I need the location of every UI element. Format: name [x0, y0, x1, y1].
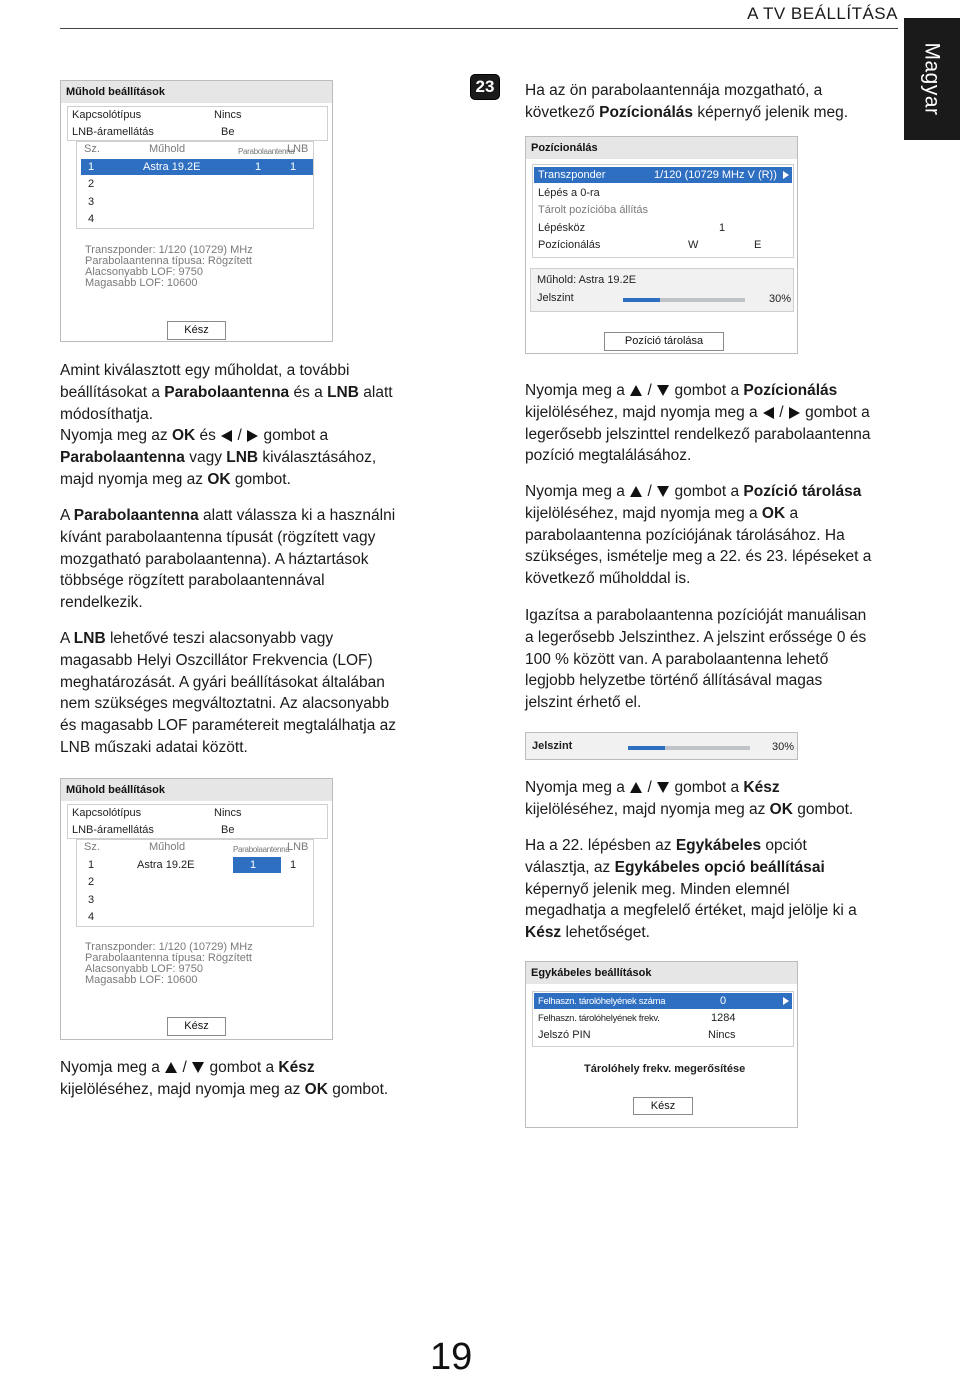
text-line: kívánt parabolaantenna típusát (rögzített vagy — [60, 528, 376, 546]
panel-title: Műhold beállítások — [61, 779, 332, 801]
text-line: mozgatható parabolaantenna). A háztartások — [60, 550, 369, 568]
switch-type-label[interactable]: Kapcsolótípus — [72, 109, 142, 121]
paragraph-positioning — [525, 380, 905, 467]
text-line: legjobb helyzetbe történő állításával magas — [525, 672, 823, 690]
triangle-up-icon — [165, 1062, 177, 1073]
panel-title: Műhold beállítások — [61, 81, 332, 103]
table-row-no[interactable]: 4 — [88, 213, 95, 225]
text-line: a legerősebb Jelszinthez. A jelszint erőssége 0 és — [525, 628, 867, 646]
table-row-no[interactable]: 2 — [88, 178, 95, 190]
table-header-no: Sz. — [84, 841, 100, 853]
signal-label: Jelszint — [537, 292, 574, 304]
text-line: megadhatja a megfelelő értéket, majd jelölje ki a — [525, 902, 857, 920]
text-line: legerősebb jelszinttel rendelkező parabolaantenna — [525, 425, 871, 443]
text-line: módosíthatja. — [60, 405, 154, 423]
lnb-power-label[interactable]: LNB-áramellátás — [72, 126, 154, 138]
language-tab — [904, 18, 960, 140]
language-tab-label: Magyar — [921, 42, 944, 116]
text-line: nem szükséges megváltoztatni. Az alacsonyabb — [60, 695, 390, 713]
text-line: kijelöléséhez, majd nyomja meg a OK a — [525, 504, 799, 522]
signal-bar-fill — [628, 746, 665, 750]
signal-label: Jelszint — [532, 740, 573, 752]
triangle-down-icon — [657, 782, 669, 793]
single-cable-panel — [525, 961, 798, 1128]
text-line: Amint kiválasztott egy műholdat, a további — [60, 362, 350, 379]
store-position-button[interactable]: Pozíció tárolása — [604, 332, 724, 351]
paragraph-dish — [60, 505, 460, 614]
signal-percent: 30% — [772, 741, 795, 753]
table-header-dish: Parabolaantenna — [233, 845, 290, 854]
paragraph-intro — [60, 360, 460, 491]
done-button[interactable]: Kész — [633, 1097, 693, 1115]
signal-bar-fill — [623, 298, 660, 302]
table-header-no: Sz. — [84, 143, 100, 155]
text-line: kijelöléséhez, majd nyomja meg az OK gombot. — [60, 1080, 389, 1098]
triangle-left-icon — [221, 430, 232, 442]
text-line: jelszint érhető el. — [525, 694, 642, 712]
page-number: 19 — [430, 1336, 473, 1378]
info-dish-type: Parabolaantenna típusa: Rögzített — [85, 952, 252, 964]
text-line: Kész lehetőséget. — [525, 924, 650, 942]
info-upper-lof: Magasabb LOF: 10600 — [85, 277, 198, 289]
table-row-no[interactable]: 3 — [88, 196, 95, 208]
lnb-power-value: Be — [221, 126, 235, 138]
slot-number-label: Felhaszn. tárolóhelyének száma — [538, 996, 666, 1007]
info-lower-lof: Alacsonyabb LOF: 9750 — [85, 266, 204, 278]
info-lower-lof: Alacsonyabb LOF: 9750 — [85, 963, 204, 975]
table-header-lnb: LNB — [287, 143, 309, 155]
right-arrow-icon — [783, 171, 789, 179]
triangle-right-icon — [789, 407, 800, 419]
pin-label[interactable]: Jelszó PIN — [538, 1029, 591, 1041]
table-row-satellite: Astra 19.2E — [143, 161, 201, 173]
table-row-dish: 1 — [250, 859, 257, 871]
text-line: Nyomja meg a / gombot a Pozíció tárolása — [525, 483, 862, 500]
pin-value: Nincs — [708, 1029, 736, 1041]
text-line: Parabolaantenna vagy LNB kiválasztásához, — [60, 449, 377, 467]
info-transponder: Transzponder: 1/120 (10729) MHz — [85, 941, 253, 953]
triangle-up-icon — [630, 385, 642, 396]
info-dish-type: Parabolaantenna típusa: Rögzített — [85, 255, 252, 267]
table-row-no: 1 — [88, 161, 95, 173]
stored-position-item[interactable]: Tárolt pozícióba állítás — [538, 204, 649, 216]
west-label: W — [688, 239, 699, 251]
text-line: Nyomja meg a / gombot a Kész — [60, 1059, 315, 1076]
signal-bar — [628, 746, 750, 750]
table-row-no[interactable]: 2 — [88, 876, 95, 888]
transponder-label: Transzponder — [538, 169, 606, 181]
paragraph-lnb — [60, 628, 460, 759]
triangle-up-icon — [630, 782, 642, 793]
text-line: Nyomja meg a / gombot a Kész — [525, 779, 780, 796]
text-line: következő műholddal is. — [525, 570, 691, 588]
triangle-down-icon — [657, 385, 669, 396]
paragraph-select-done-left — [60, 1057, 460, 1101]
lnb-power-value: Be — [221, 824, 235, 836]
text-line: és magasabb LOF paramétereit megtalálhatja az — [60, 717, 397, 735]
info-upper-lof: Magasabb LOF: 10600 — [85, 974, 198, 986]
dish-cell-highlight[interactable] — [233, 857, 281, 873]
table-header-satellite: Műhold — [149, 143, 186, 155]
signal-bar — [623, 298, 745, 302]
paragraph-single-cable — [525, 835, 905, 944]
text-line: választja, az Egykábeles opció beállításai — [525, 858, 825, 876]
text-line: szükséges, ismételje meg a 22. és 23. lépéseket a — [525, 548, 872, 566]
step-size-value: 1 — [719, 222, 726, 234]
right-arrow-icon — [783, 997, 789, 1005]
text-line: Igazítsa a parabolaantenna pozícióját manuálisan — [525, 607, 867, 624]
page-header-title: A TV BEÁLLÍTÁSA — [747, 4, 898, 23]
text-line: magasabb Helyi Oszcillátor Frekvencia (LOF) — [60, 651, 373, 669]
text-line: pozíció megtalálásához. — [525, 447, 692, 465]
satellite-settings-panel — [60, 80, 333, 342]
positioning-label[interactable]: Pozícionálás — [538, 239, 601, 251]
table-header-satellite: Műhold — [149, 841, 186, 853]
text-line: meghatározását. A gyári beállításokat általában — [60, 673, 385, 691]
east-label: E — [754, 239, 762, 251]
text-line: A LNB lehetővé teszi alacsonyabb vagy — [60, 630, 334, 647]
text-line: A Parabolaantenna alatt válassza ki a használni — [60, 507, 396, 524]
lnb-power-label[interactable]: LNB-áramellátás — [72, 824, 154, 836]
confirm-slot-frequency[interactable]: Tárolóhely frekv. megerősítése — [584, 1063, 746, 1075]
triangle-left-icon — [763, 407, 774, 419]
transponder-value: 1/120 (10729 MHz V (R)) — [654, 169, 777, 181]
step-number-badge: 23 — [470, 74, 500, 100]
switch-type-value: Nincs — [214, 109, 242, 121]
positioning-panel — [525, 136, 798, 354]
triangle-down-icon — [192, 1062, 204, 1073]
text-line: rendelkezik. — [60, 594, 143, 612]
signal-percent: 30% — [769, 293, 792, 305]
panel-title: Egykábeles beállítások — [526, 962, 797, 984]
table-row-no[interactable]: 4 — [88, 911, 95, 923]
text-line: beállításokat a Parabolaantenna és a LNB alatt — [60, 383, 393, 401]
table-row-satellite: Astra 19.2E — [137, 859, 195, 871]
done-button[interactable]: Kész — [167, 1017, 226, 1036]
step-to-zero-item[interactable]: Lépés a 0-ra — [538, 187, 600, 199]
text-line: Ha a 22. lépésben az Egykábeles opciót — [525, 837, 807, 854]
text-line: Nyomja meg az OK és / gombot a — [60, 427, 329, 445]
triangle-down-icon — [657, 486, 669, 497]
header-rule — [60, 28, 898, 29]
triangle-right-icon — [247, 430, 258, 442]
slot-frequency-label[interactable]: Felhaszn. tárolóhelyének frekv. — [538, 1013, 660, 1024]
table-row-lnb: 1 — [290, 161, 297, 173]
text-line: parabolaantenna pozíciójának tárolásához. Ha — [525, 526, 845, 544]
paragraph-select-done-right — [525, 777, 905, 821]
step-size-label[interactable]: Lépésköz — [538, 222, 586, 234]
paragraph-store-position — [525, 481, 905, 590]
text-line: kijelöléséhez, majd nyomja meg az OK gombot. — [525, 800, 854, 818]
signal-level-panel — [525, 732, 798, 760]
table-row-lnb: 1 — [290, 859, 297, 871]
table-header-lnb: LNB — [287, 841, 309, 853]
text-line: következő Pozícionálás képernyő jelenik meg. — [525, 103, 849, 121]
text-line: LNB műszaki adatai között. — [60, 738, 248, 756]
text-line: többsége rögzített parabolaantennával — [60, 572, 325, 590]
table-header-dish: Parabolaantenna — [238, 147, 295, 156]
done-button[interactable]: Kész — [167, 321, 226, 340]
text-line: 100 % között van. A parabolaantenna lehető — [525, 650, 829, 668]
text-line: Nyomja meg a / gombot a Pozícionálás — [525, 382, 838, 399]
info-transponder: Transzponder: 1/120 (10729) MHz — [85, 244, 253, 256]
text-line: Ha az ön parabolaantennája mozgatható, a — [525, 82, 823, 99]
triangle-up-icon — [630, 486, 642, 497]
text-line: képernyő jelenik meg. Minden elemnél — [525, 880, 790, 898]
paragraph-adjust — [525, 605, 905, 714]
table-row-no[interactable]: 3 — [88, 894, 95, 906]
text-line: majd nyomja meg az OK gombot. — [60, 470, 291, 488]
switch-type-value: Nincs — [214, 807, 242, 819]
switch-type-label[interactable]: Kapcsolótípus — [72, 807, 142, 819]
text-line: kijelöléséhez, majd nyomja meg a / gombot a — [525, 403, 870, 421]
panel-title: Pozícionálás — [526, 137, 797, 159]
slot-frequency-value: 1284 — [711, 1012, 736, 1024]
satellite-name: Műhold: Astra 19.2E — [537, 274, 637, 286]
table-row-dish: 1 — [255, 161, 262, 173]
satellite-settings-panel-2 — [60, 778, 333, 1040]
slot-number-value: 0 — [720, 995, 727, 1007]
table-row-no[interactable]: 1 — [88, 859, 95, 871]
step-intro-text — [525, 80, 895, 124]
